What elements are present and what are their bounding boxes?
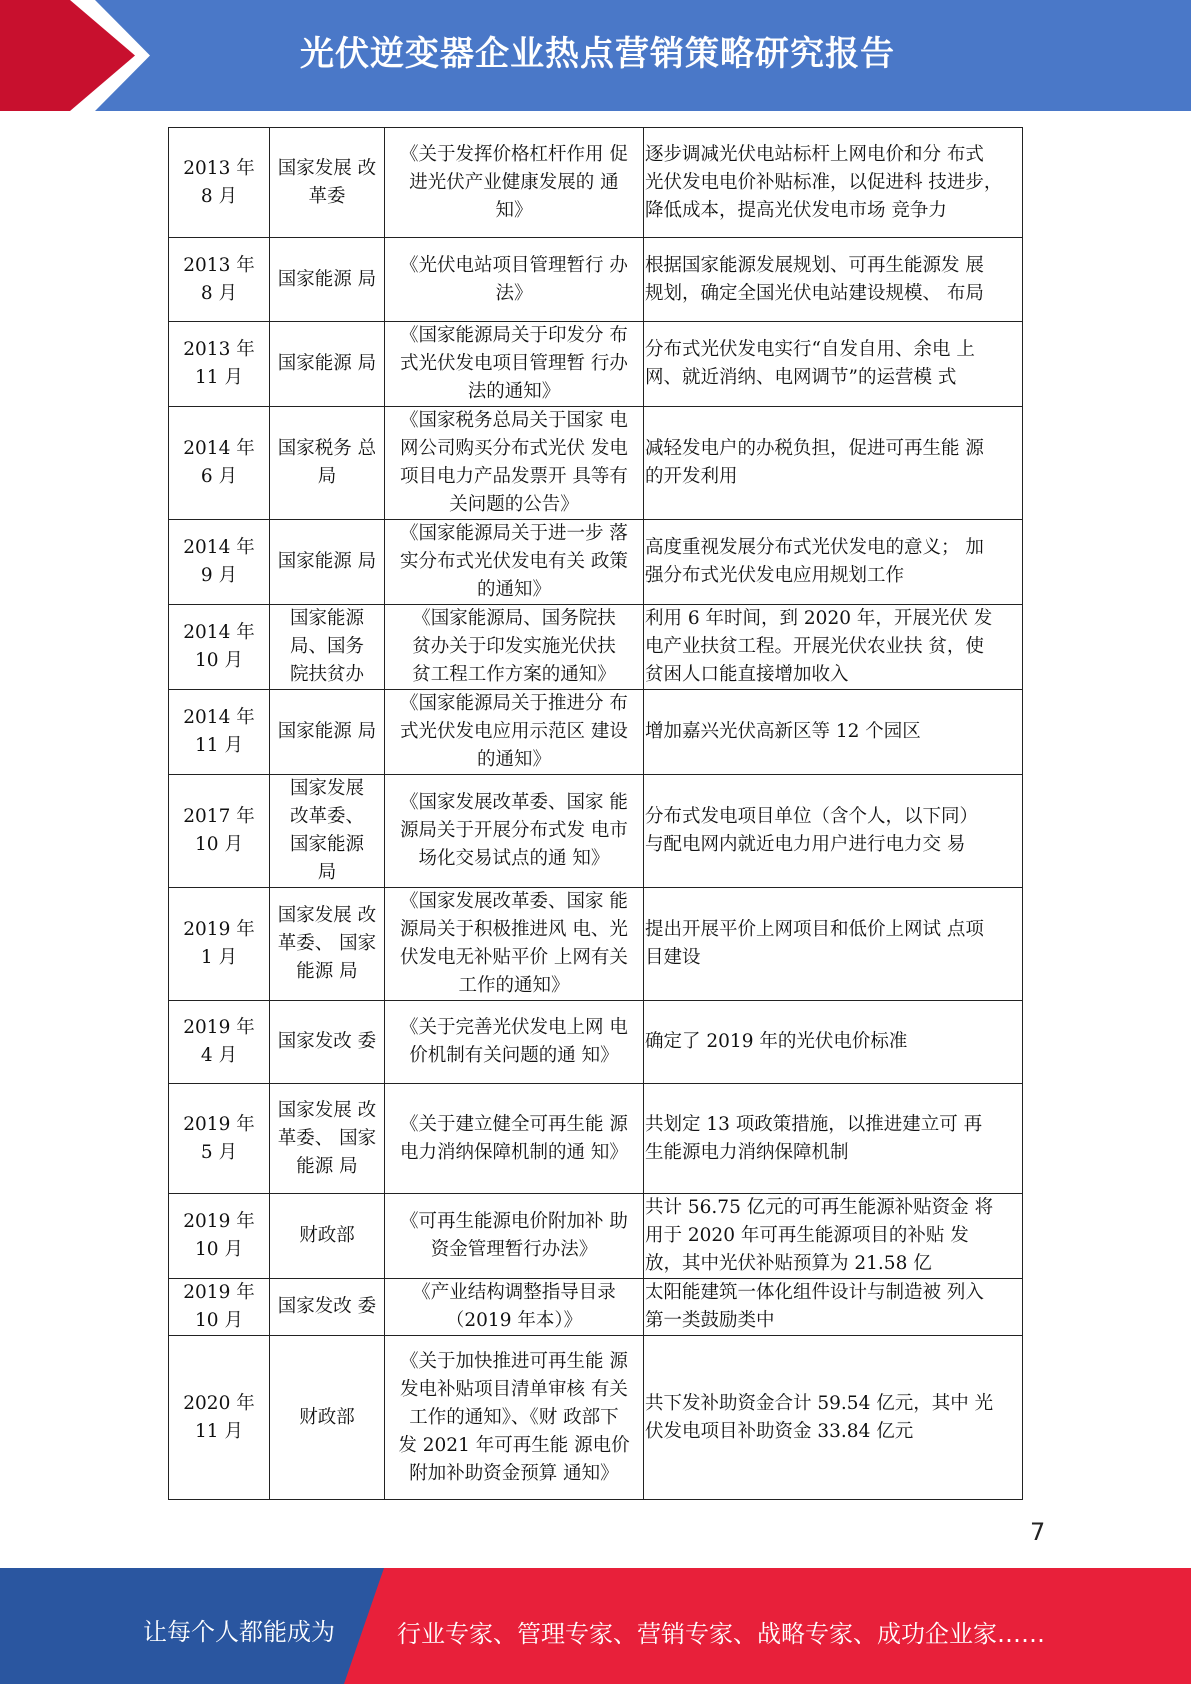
footer-slogan-left: 让每个人都能成为 (143, 1618, 335, 1646)
department-cell: 国家发展 改 革委、 国家 能源 局 (270, 1084, 385, 1194)
date-cell: 2014 年 9 月 (169, 520, 270, 605)
table-row (169, 690, 1023, 775)
department-cell: 国家发改 委 (270, 1279, 385, 1336)
department-cell: 国家发改 委 (270, 1001, 385, 1084)
page-footer (0, 1568, 1191, 1684)
department-cell: 国家税务 总 局 (270, 407, 385, 520)
content-cell: 增加嘉兴光伏高新区等 12 个园区 (644, 690, 1023, 775)
document-cell: 《国家税务总局关于国家 电 网公司购买分布式光伏 发电 项目电力产品发票开 具等有 关问题的公告》 (385, 407, 644, 520)
date-cell: 2014 年 6 月 (169, 407, 270, 520)
content-cell: 确定了 2019 年的光伏电价标准 (644, 1001, 1023, 1084)
header-arrow-decoration-red (0, 0, 135, 111)
content-cell: 太阳能建筑一体化组件设计与制造被 列入 第一类鼓励类中 (644, 1279, 1023, 1336)
document-cell: 《国家能源局关于印发分 布 式光伏发电项目管理暂 行办 法的通知》 (385, 322, 644, 407)
table-row (169, 888, 1023, 1001)
content-cell: 高度重视发展分布式光伏发电的意义； 加 强分布式光伏发电应用规划工作 (644, 520, 1023, 605)
document-cell: 《产业结构调整指导目录 （2019 年本）》 (385, 1279, 644, 1336)
date-cell: 2017 年 10 月 (169, 775, 270, 888)
content-cell: 共下发补助资金合计 59.54 亿元，其中 光 伏发电项目补助资金 33.84 亿元 (644, 1336, 1023, 1500)
date-cell: 2013 年 8 月 (169, 238, 270, 322)
report-title: 光伏逆变器企业热点营销策略研究报告 (300, 34, 895, 74)
date-cell: 2013 年 8 月 (169, 128, 270, 238)
department-cell: 国家能源 局 (270, 690, 385, 775)
document-cell: 《关于完善光伏发电上网 电 价机制有关问题的通 知》 (385, 1001, 644, 1084)
table-row (169, 1084, 1023, 1194)
document-cell: 《关于发挥价格杠杆作用 促 进光伏产业健康发展的 通 知》 (385, 128, 644, 238)
table-row (169, 520, 1023, 605)
date-cell: 2019 年 4 月 (169, 1001, 270, 1084)
content-cell: 根据国家能源发展规划、可再生能源发 展 规划，确定全国光伏电站建设规模、 布局 (644, 238, 1023, 322)
date-cell: 2014 年 11 月 (169, 690, 270, 775)
document-cell: 《国家发展改革委、国家 能 源局关于开展分布式发 电市 场化交易试点的通 知》 (385, 775, 644, 888)
department-cell: 国家能源 局 (270, 520, 385, 605)
policy-table (168, 127, 1023, 1500)
department-cell: 国家能源 局 (270, 322, 385, 407)
document-cell: 《国家能源局关于推进分 布 式光伏发电应用示范区 建设 的通知》 (385, 690, 644, 775)
date-cell: 2019 年 10 月 (169, 1194, 270, 1279)
document-cell: 《关于建立健全可再生能 源 电力消纳保障机制的通 知》 (385, 1084, 644, 1194)
department-cell: 国家发展 改 革委 (270, 128, 385, 238)
department-cell: 财政部 (270, 1194, 385, 1279)
date-cell: 2019 年 10 月 (169, 1279, 270, 1336)
content-cell: 分布式光伏发电实行“自发自用、余电 上 网、就近消纳、电网调节”的运营模 式 (644, 322, 1023, 407)
table-row (169, 238, 1023, 322)
table-row (169, 1336, 1023, 1500)
content-cell: 共划定 13 项政策措施，以推进建立可 再 生能源电力消纳保障机制 (644, 1084, 1023, 1194)
page-header (0, 0, 1191, 111)
table-row (169, 1001, 1023, 1084)
date-cell: 2019 年 1 月 (169, 888, 270, 1001)
date-cell: 2019 年 5 月 (169, 1084, 270, 1194)
document-cell: 《国家发展改革委、国家 能 源局关于积极推进风 电、光 伏发电无补贴平价 上网有关 工作的通知》 (385, 888, 644, 1001)
content-cell: 提出开展平价上网项目和低价上网试 点项 目建设 (644, 888, 1023, 1001)
department-cell: 国家发展 改革委、 国家能源 局 (270, 775, 385, 888)
table-row (169, 407, 1023, 520)
document-cell: 《可再生能源电价附加补 助 资金管理暂行办法》 (385, 1194, 644, 1279)
date-cell: 2013 年 11 月 (169, 322, 270, 407)
content-cell: 分布式发电项目单位（含个人，以下同） 与配电网内就近电力用户进行电力交 易 (644, 775, 1023, 888)
document-cell: 《国家能源局、国务院扶 贫办关于印发实施光伏扶 贫工程工作方案的通知》 (385, 605, 644, 690)
content-cell: 逐步调减光伏电站标杆上网电价和分 布式 光伏发电电价补贴标准，以促进科 技进步， 降低成本，提高光伏发电市场 竞争力 (644, 128, 1023, 238)
table-row (169, 775, 1023, 888)
department-cell: 国家发展 改 革委、 国家 能源 局 (270, 888, 385, 1001)
table-row (169, 1279, 1023, 1336)
table-row (169, 128, 1023, 238)
content-cell: 共计 56.75 亿元的可再生能源补贴资金 将 用于 2020 年可再生能源项目的补贴 发 放，其中光伏补贴预算为 21.58 亿 (644, 1194, 1023, 1279)
footer-slogan-right: 行业专家、管理专家、营销专家、战略专家、成功企业家…… (397, 1620, 1045, 1648)
department-cell: 国家能源 局 (270, 238, 385, 322)
content-cell: 减轻发电户的办税负担，促进可再生能 源 的开发利用 (644, 407, 1023, 520)
table-row (169, 1194, 1023, 1279)
content-cell: 利用 6 年时间，到 2020 年，开展光伏 发 电产业扶贫工程。开展光伏农业扶 贫，使 贫困人口能直接增加收入 (644, 605, 1023, 690)
page-number: 7 (1030, 1518, 1046, 1546)
date-cell: 2014 年 10 月 (169, 605, 270, 690)
document-cell: 《国家能源局关于进一步 落 实分布式光伏发电有关 政策 的通知》 (385, 520, 644, 605)
table-row (169, 605, 1023, 690)
document-cell: 《关于加快推进可再生能 源 发电补贴项目清单审核 有关 工作的通知》、《财 政部下 发 2021 年可再生能 源电价 附加补助资金预算 通知》 (385, 1336, 644, 1500)
department-cell: 财政部 (270, 1336, 385, 1500)
department-cell: 国家能源 局、国务 院扶贫办 (270, 605, 385, 690)
table-row (169, 322, 1023, 407)
date-cell: 2020 年 11 月 (169, 1336, 270, 1500)
document-cell: 《光伏电站项目管理暂行 办 法》 (385, 238, 644, 322)
